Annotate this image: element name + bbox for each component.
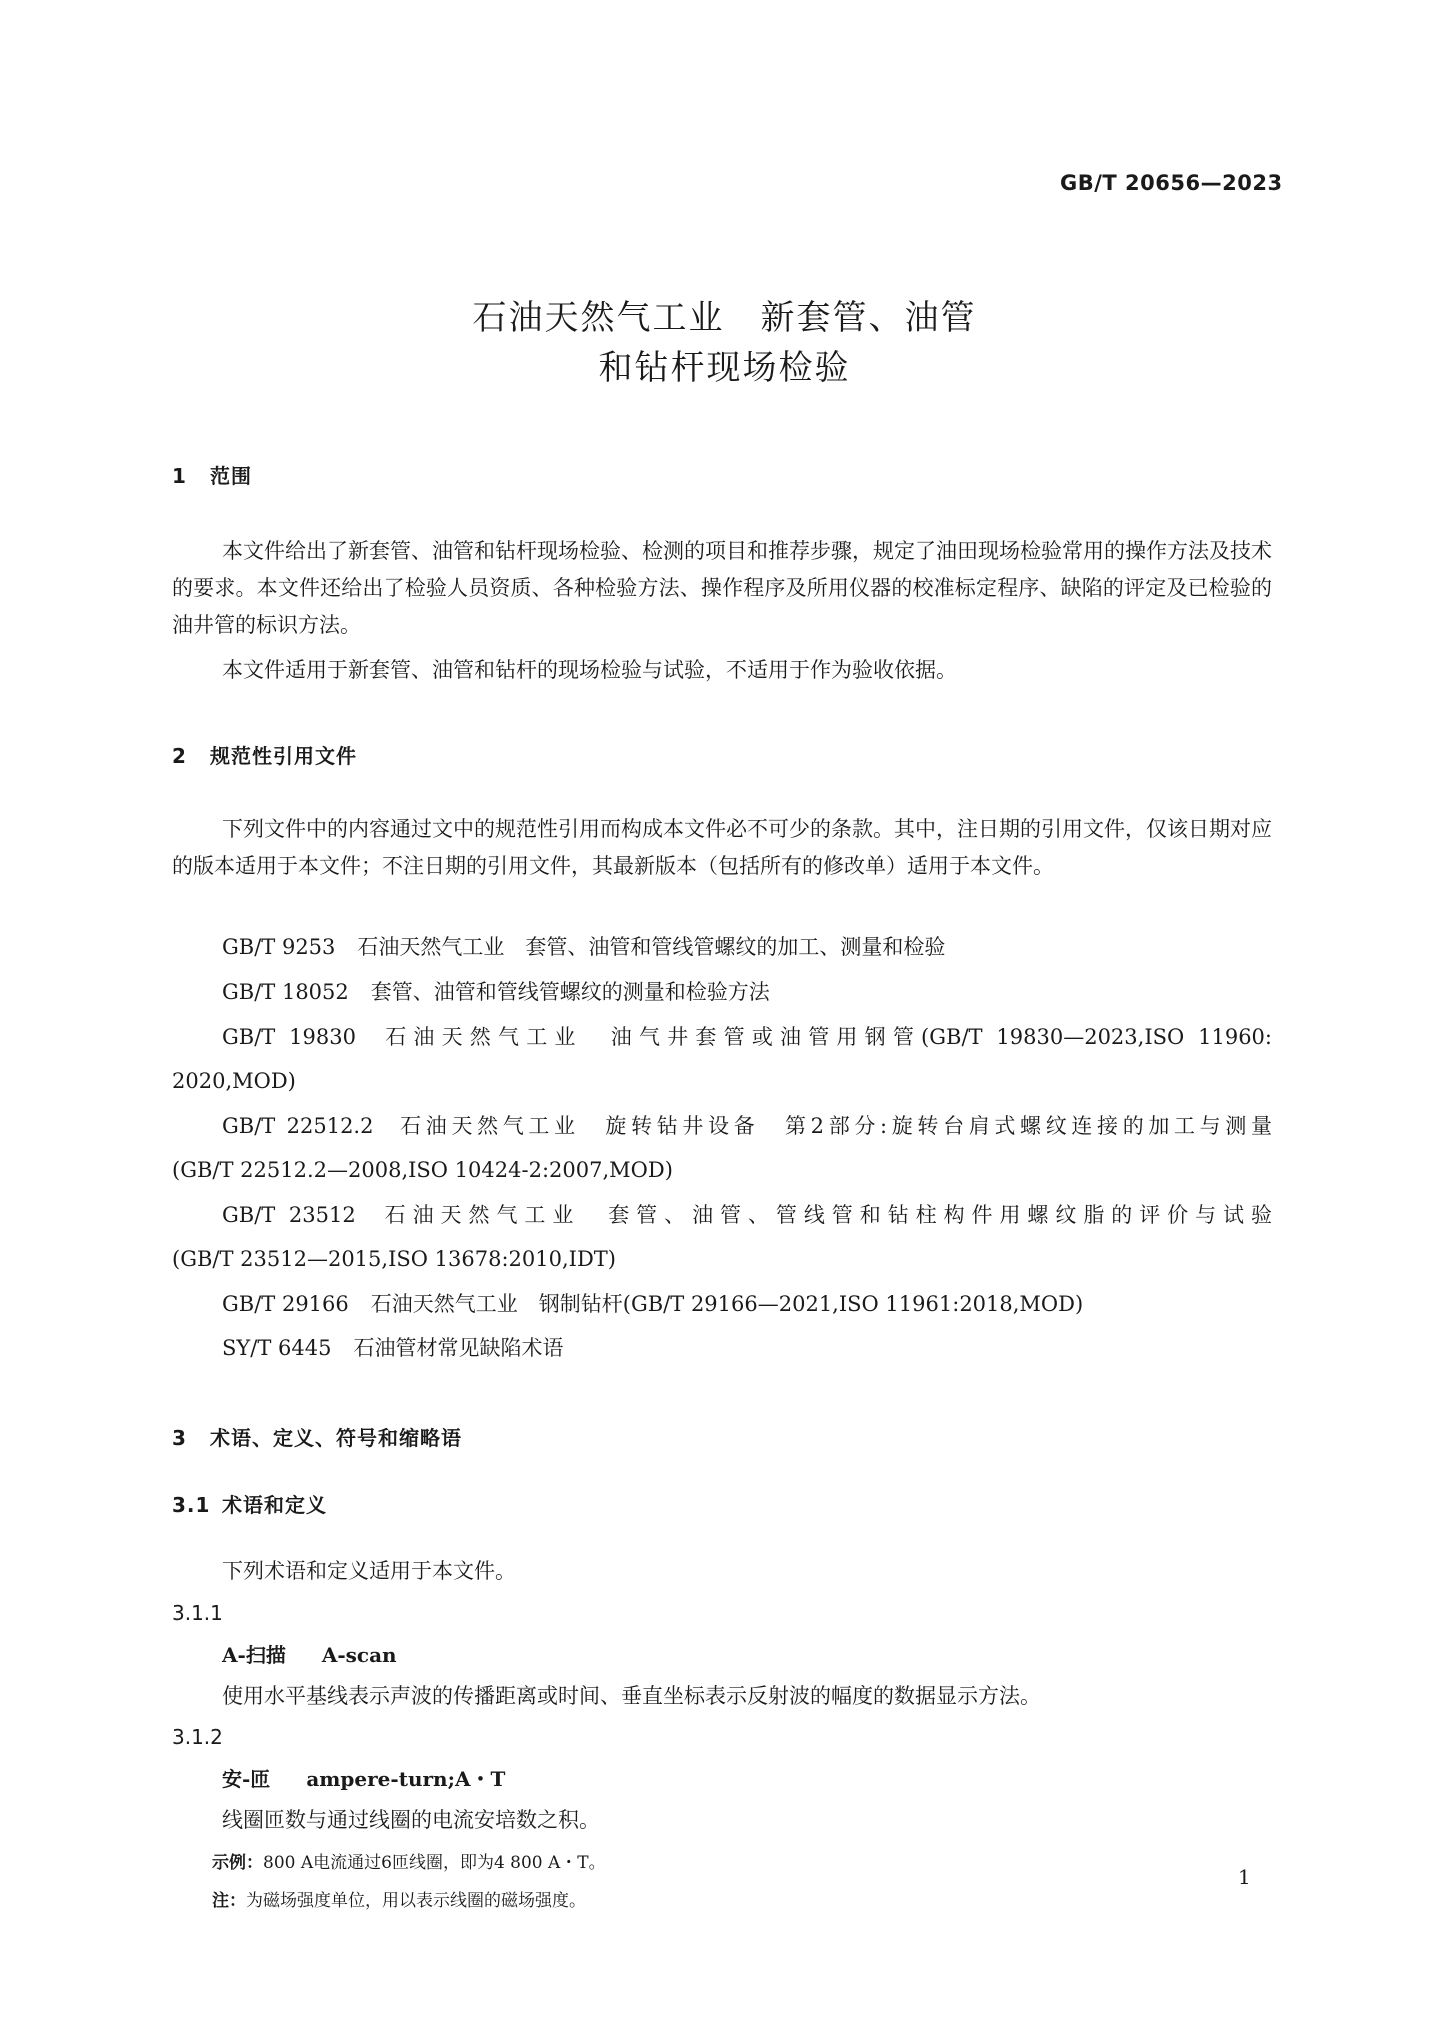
reference-continuation: (GB/T 23512—2015,ISO 13678:2010,IDT)	[172, 1247, 616, 1271]
subsection-3-1-heading	[172, 1491, 327, 1519]
example-label: 示例：	[212, 1853, 263, 1873]
term-number: 3.1.2	[172, 1725, 223, 1749]
section-title: 范围	[210, 464, 252, 488]
reference-item	[222, 1330, 1272, 1367]
section-3-heading	[172, 1424, 462, 1452]
reference-item	[222, 974, 1272, 1011]
note-text: 为磁场强度单位，用以表示线圈的磁场强度。	[246, 1891, 586, 1911]
scope-paragraph-2: 本文件适用于新套管、油管和钻杆的现场检验与试验，不适用于作为验收依据。	[222, 658, 957, 682]
reference-code: GB/T 9253	[222, 935, 336, 959]
reference-title: 石油管材常见缺陷术语	[353, 1336, 564, 1360]
term-note	[212, 1887, 586, 1915]
term-example	[212, 1849, 606, 1877]
reference-item	[222, 1197, 1272, 1234]
page-number: 1	[1238, 1865, 1251, 1889]
section-number: 1	[172, 464, 187, 488]
references-intro: 下列文件中的内容通过文中的规范性引用而构成本文件必不可少的条款。其中，注日期的引用文件，仅该日期对应的版本适用于本文件；不注日期的引用文件，其最新版本（包括所有的修改单）适用于本文件。	[172, 817, 1272, 878]
subsection-title: 术语和定义	[222, 1493, 327, 1517]
scope-paragraph-1: 本文件给出了新套管、油管和钻杆现场检验、检测的项目和推荐步骤，规定了油田现场检验常用的操作方法及技术的要求。本文件还给出了检验人员资质、各种检验方法、操作程序及所用仪器的校准标定程序、缺陷的评定及已检验的油井管的标识方法。	[172, 539, 1272, 637]
term-number: 3.1.1	[172, 1601, 223, 1625]
term-name-en: ampere-turn;A・T	[306, 1767, 506, 1791]
reference-code: SY/T 6445	[222, 1336, 332, 1360]
term-name	[222, 1764, 505, 1794]
term-name-zh: 安-匝	[222, 1767, 271, 1791]
term-definition: 线圈匝数与通过线圈的电流安培数之积。	[222, 1808, 600, 1832]
term-definition: 使用水平基线表示声波的传播距离或时间、垂直坐标表示反射波的幅度的数据显示方法。	[222, 1684, 1041, 1708]
term-name-en: A-scan	[321, 1643, 397, 1667]
reference-title: 石油天然气工业 旋转钻井设备 第2部分:旋转台肩式螺纹连接的加工与测量	[395, 1114, 1272, 1138]
reference-code: GB/T 18052	[222, 980, 349, 1004]
reference-title: 石油天然气工业 套管、油管、管线管和钻柱构件用螺纹脂的评价与试验	[377, 1203, 1272, 1227]
reference-item	[222, 1286, 1272, 1323]
reference-code: GB/T 23512	[222, 1203, 356, 1227]
document-title-line-1: 石油天然气工业 新套管、油管	[472, 298, 977, 338]
term-name-zh: A-扫描	[222, 1643, 286, 1667]
subsection-number: 3.1	[172, 1493, 211, 1517]
section-1-heading	[172, 462, 252, 490]
section-number: 2	[172, 744, 187, 768]
reference-item	[222, 1019, 1272, 1056]
standard-code: GB/T 20656—2023	[1060, 171, 1283, 195]
reference-item	[222, 929, 1272, 966]
section-title: 规范性引用文件	[210, 744, 357, 768]
reference-code: GB/T 22512.2	[222, 1114, 374, 1138]
terms-intro: 下列术语和定义适用于本文件。	[222, 1559, 516, 1583]
reference-item	[222, 1108, 1272, 1145]
term-name	[222, 1640, 397, 1670]
reference-code: GB/T 29166	[222, 1292, 349, 1316]
reference-title: 石油天然气工业 套管、油管和管线管螺纹的加工、测量和检验	[357, 935, 946, 959]
reference-code: GB/T 19830	[222, 1025, 356, 1049]
reference-title: 套管、油管和管线管螺纹的测量和检验方法	[370, 980, 770, 1004]
reference-title: 石油天然气工业 油气井套管或油管用钢管(GB/T 19830—2023,ISO 11960:	[377, 1025, 1272, 1049]
section-title: 术语、定义、符号和缩略语	[210, 1426, 462, 1450]
document-title-line-2: 和钻杆现场检验	[598, 348, 851, 388]
reference-continuation: 2020,MOD)	[172, 1069, 296, 1093]
note-label: 注：	[212, 1891, 246, 1911]
section-number: 3	[172, 1426, 187, 1450]
reference-continuation: (GB/T 22512.2—2008,ISO 10424-2:2007,MOD)	[172, 1158, 673, 1182]
reference-title: 石油天然气工业 钢制钻杆(GB/T 29166—2021,ISO 11961:2018,MOD)	[370, 1292, 1084, 1316]
section-2-heading	[172, 742, 357, 770]
example-text: 800 A电流通过6匝线圈，即为4 800 A・T。	[263, 1853, 606, 1873]
